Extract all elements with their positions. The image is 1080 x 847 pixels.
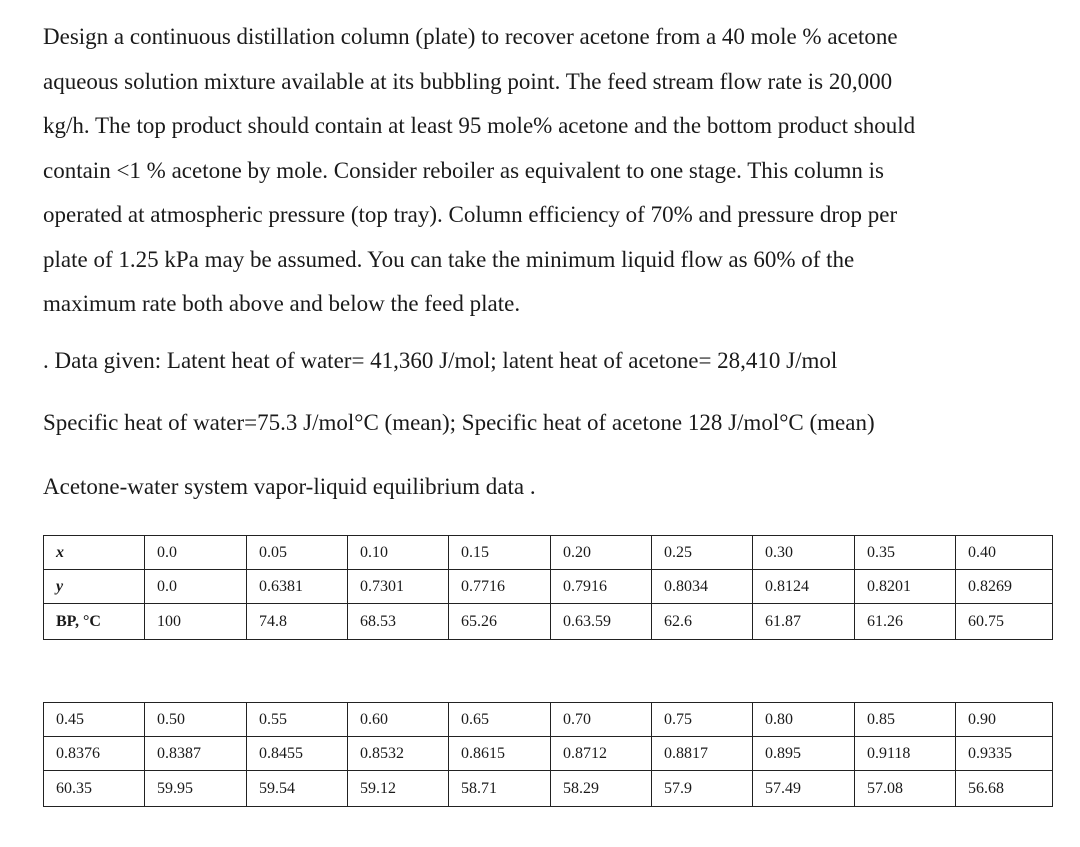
table-cell: 0.35 [855,536,956,570]
table-cell: 0.8269 [956,570,1053,604]
table-cell: 0.8201 [855,570,956,604]
table-cell: 0.40 [956,536,1053,570]
table-cell: 0.9118 [855,737,956,771]
table-cell: 59.12 [348,771,449,807]
table-row-x [44,536,1053,570]
table-cell: 74.8 [247,604,348,640]
table-cell: 62.6 [652,604,753,640]
row-label-bp: BP, °C [44,604,145,640]
table-row-x [44,703,1053,737]
table-cell: 0.20 [551,536,652,570]
table-cell: 0.8124 [753,570,855,604]
table-cell: 0.85 [855,703,956,737]
problem-line: plate of 1.25 kPa may be assumed. You can take the minimum liquid flow as 60% of the [43,246,855,272]
table-cell: 60.75 [956,604,1053,640]
table-cell: 58.71 [449,771,551,807]
table-cell: 59.54 [247,771,348,807]
table-cell: 0.6381 [247,570,348,604]
table-cell: 0.90 [956,703,1053,737]
problem-line: kg/h. The top product should contain at least 95 mole% acetone and the bottom product should [43,113,916,138]
table-cell: 0.25 [652,536,753,570]
table-cell: 0.8532 [348,737,449,771]
table-cell: 0.15 [449,536,551,570]
table-cell: 0.8817 [652,737,753,771]
table-row-bp [44,771,1053,807]
table-cell: 0.8387 [145,737,247,771]
table-cell: 0.8034 [652,570,753,604]
problem-line: aqueous solution mixture available at its bubbling point. The feed stream flow rate is 20,000 [43,68,893,94]
table-cell: 59.95 [145,771,247,807]
table-cell: 68.53 [348,604,449,640]
table-cell: 61.87 [753,604,855,640]
table-cell: 56.68 [956,771,1053,807]
table-cell: 0.80 [753,703,855,737]
table-cell: 0.05 [247,536,348,570]
table-cell: 0.8615 [449,737,551,771]
table-cell: 60.35 [44,771,145,807]
table-cell: 0.8376 [44,737,145,771]
vle-table-2 [43,702,1053,807]
table-row-bp [44,604,1053,640]
table-cell: 0.75 [652,703,753,737]
table-cell: 57.49 [753,771,855,807]
table-cell: 65.26 [449,604,551,640]
table-cell: 0.60 [348,703,449,737]
table-cell: 57.9 [652,771,753,807]
problem-line: operated at atmospheric pressure (top tray). Column efficiency of 70% and pressure drop per [43,202,898,227]
table-cell: 0.50 [145,703,247,737]
table-row-y [44,570,1053,604]
table-cell: 0.895 [753,737,855,771]
table-cell: 0.7716 [449,570,551,604]
latent-heat-data: . Data given: Latent heat of water= 41,360 J/mol; latent heat of acetone= 28,410 J/mol [43,348,838,373]
problem-statement [43,15,1043,327]
specific-heat-data: Specific heat of water=75.3 J/mol°C (mean); Specific heat of acetone 128 J/mol°C (mean) [43,410,875,435]
problem-line: maximum rate both above and below the feed plate. [43,291,521,316]
problem-line: Design a continuous distillation column (plate) to recover acetone from a 40 mole % acetone [43,24,898,49]
table-cell: 0.7301 [348,570,449,604]
table-cell: 0.70 [551,703,652,737]
problem-line: contain <1 % acetone by mole. Consider reboiler as equivalent to one stage. This column is [43,157,884,183]
table-cell: 0.8455 [247,737,348,771]
row-label-x: x [44,536,145,570]
vle-table-1 [43,535,1053,640]
table-cell: 0.63.59 [551,604,652,640]
table-cell: 0.0 [145,536,247,570]
table-cell: 100 [145,604,247,640]
table-cell: 58.29 [551,771,652,807]
table-cell: 0.7916 [551,570,652,604]
table-cell: 0.0 [145,570,247,604]
table-cell: 0.9335 [956,737,1053,771]
table-cell: 0.8712 [551,737,652,771]
table-cell: 57.08 [855,771,956,807]
table-cell: 0.30 [753,536,855,570]
table-cell: 0.10 [348,536,449,570]
table-cell: 0.45 [44,703,145,737]
table-row-y [44,737,1053,771]
vle-caption: Acetone-water system vapor-liquid equilibrium data . [43,474,536,499]
table-cell: 0.65 [449,703,551,737]
row-label-y: y [44,570,145,604]
table-cell: 0.55 [247,703,348,737]
table-cell: 61.26 [855,604,956,640]
